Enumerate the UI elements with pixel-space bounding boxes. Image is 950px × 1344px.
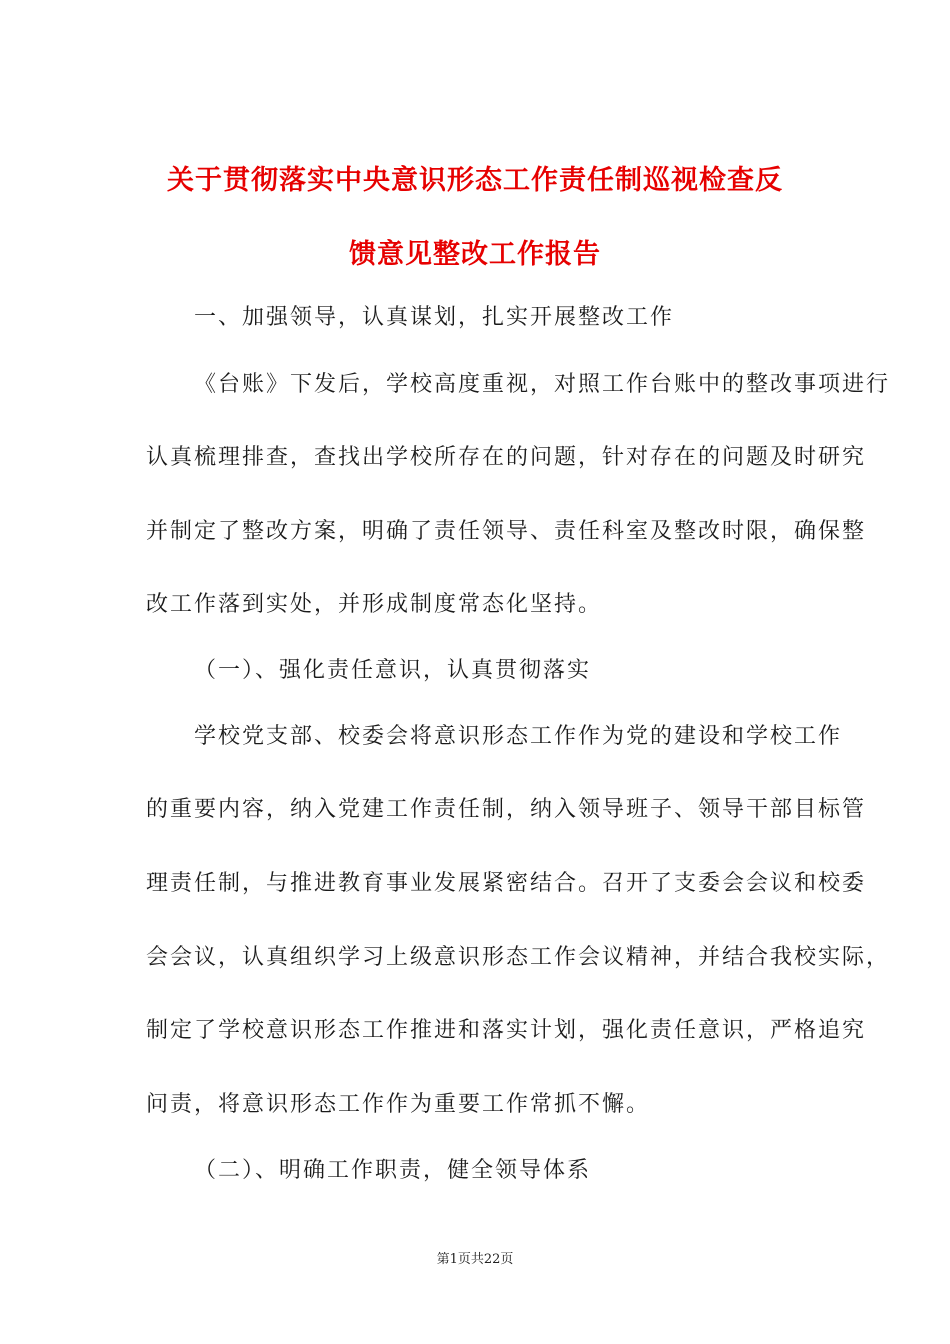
subsection-heading-2: （二）、明确工作职责，健全领导体系 [194, 1158, 592, 1183]
paragraph-line: 的重要内容，纳入党建工作责任制，纳入领导班子、领导干部目标管 [146, 797, 867, 822]
page-number-footer: 第1页共22页 [436, 1252, 514, 1267]
paragraph-line: 制定了学校意识形态工作推进和落实计划，强化责任意识，严格追究 [146, 1018, 867, 1043]
paragraph-line: 并制定了整改方案，明确了责任领导、责任科室及整改时限，确保整 [146, 519, 867, 544]
section-heading-1: 一、加强领导，认真谋划，扎实开展整改工作 [194, 305, 675, 330]
subsection-heading-1: （一）、强化责任意识，认真贯彻落实 [194, 658, 592, 683]
paragraph-line: 认真梳理排查，查找出学校所存在的问题，针对存在的问题及时研究 [146, 445, 867, 470]
paragraph-line: 改工作落到实处，并形成制度常态化坚持。 [146, 592, 603, 617]
document-title-line-1: 关于贯彻落实中央意识形态工作责任制巡视检查反 [167, 165, 783, 196]
paragraph-line: 会会议，认真组织学习上级意识形态工作会议精神，并结合我校实际， [146, 945, 891, 970]
paragraph-line: 学校党支部、校委会将意识形态工作作为党的建设和学校工作 [194, 724, 843, 749]
paragraph-line: 理责任制，与推进教育事业发展紧密结合。召开了支委会会议和校委 [146, 871, 867, 896]
document-title-line-2: 馈意见整改工作报告 [349, 239, 601, 270]
paragraph-line: 问责，将意识形态工作作为重要工作常抓不懈。 [146, 1092, 651, 1117]
paragraph-line: 《台账》下发后，学校高度重视，对照工作台账中的整改事项进行 [194, 372, 891, 397]
